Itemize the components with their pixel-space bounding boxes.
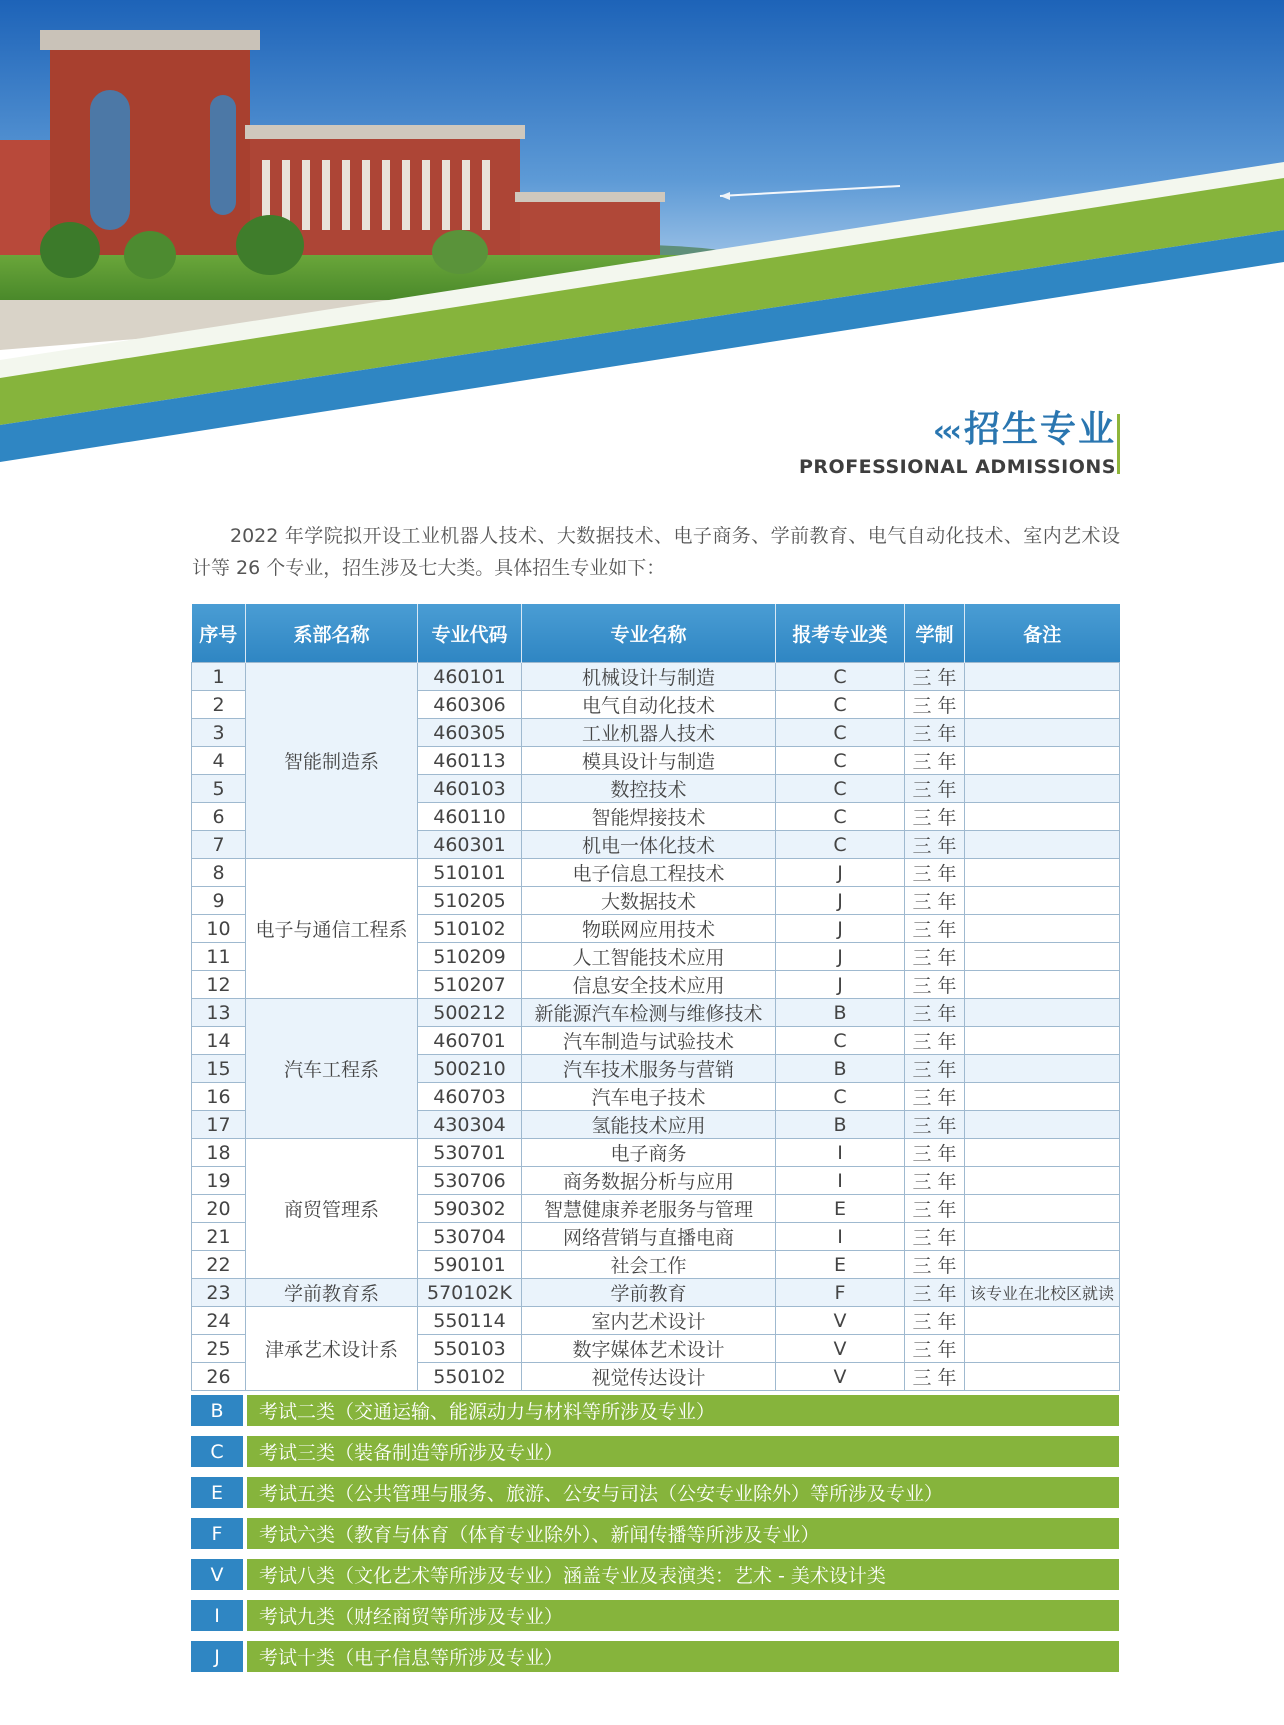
cell-code: 460101 bbox=[418, 663, 522, 691]
cell-major: 电子信息工程技术 bbox=[522, 859, 776, 887]
cell-category: C bbox=[776, 747, 905, 775]
cell-major: 信息安全技术应用 bbox=[522, 971, 776, 999]
cell-major: 模具设计与制造 bbox=[522, 747, 776, 775]
cell-no: 4 bbox=[192, 747, 246, 775]
cell-note bbox=[965, 1223, 1120, 1251]
legend-item bbox=[191, 1518, 1119, 1549]
cell-major: 机电一体化技术 bbox=[522, 831, 776, 859]
cell-major: 电气自动化技术 bbox=[522, 691, 776, 719]
cell-category: J bbox=[776, 943, 905, 971]
cell-code: 530701 bbox=[418, 1139, 522, 1167]
cell-category: C bbox=[776, 663, 905, 691]
cell-code: 550103 bbox=[418, 1335, 522, 1363]
cell-note bbox=[965, 1307, 1120, 1335]
cell-duration: 三 年 bbox=[905, 943, 965, 971]
cell-code: 460306 bbox=[418, 691, 522, 719]
legend-item bbox=[191, 1395, 1119, 1426]
cell-category: B bbox=[776, 1055, 905, 1083]
cell-code: 550114 bbox=[418, 1307, 522, 1335]
cell-note bbox=[965, 1139, 1120, 1167]
cell-note bbox=[965, 1335, 1120, 1363]
cell-note: 该专业在北校区就读 bbox=[965, 1279, 1120, 1307]
cell-major: 大数据技术 bbox=[522, 887, 776, 915]
cell-duration: 三 年 bbox=[905, 831, 965, 859]
cell-code: 530706 bbox=[418, 1167, 522, 1195]
cell-department: 汽车工程系 bbox=[246, 999, 418, 1139]
cell-no: 18 bbox=[192, 1139, 246, 1167]
legend-code: C bbox=[191, 1436, 243, 1467]
cell-code: 430304 bbox=[418, 1111, 522, 1139]
cell-code: 530704 bbox=[418, 1223, 522, 1251]
cell-no: 22 bbox=[192, 1251, 246, 1279]
section-title: 招生专业 bbox=[963, 409, 1116, 450]
table-row bbox=[192, 663, 1120, 691]
cell-major: 视觉传达设计 bbox=[522, 1363, 776, 1391]
cell-no: 23 bbox=[192, 1279, 246, 1307]
cell-note bbox=[965, 663, 1120, 691]
legend-item bbox=[191, 1436, 1119, 1467]
legend-code: J bbox=[191, 1641, 243, 1672]
header-note: 备注 bbox=[965, 604, 1120, 663]
cell-code: 460103 bbox=[418, 775, 522, 803]
cell-note bbox=[965, 1363, 1120, 1391]
table-row bbox=[192, 1139, 1120, 1167]
header-duration: 学制 bbox=[905, 604, 965, 663]
cell-category: C bbox=[776, 691, 905, 719]
cell-category: I bbox=[776, 1139, 905, 1167]
header-category: 报考专业类 bbox=[776, 604, 905, 663]
table-header-row bbox=[192, 604, 1120, 663]
cell-no: 20 bbox=[192, 1195, 246, 1223]
cell-note bbox=[965, 1027, 1120, 1055]
cell-note bbox=[965, 1111, 1120, 1139]
cell-no: 3 bbox=[192, 719, 246, 747]
cell-duration: 三 年 bbox=[905, 1111, 965, 1139]
cell-major: 工业机器人技术 bbox=[522, 719, 776, 747]
cell-note bbox=[965, 1195, 1120, 1223]
cell-category: J bbox=[776, 859, 905, 887]
header-no: 序号 bbox=[192, 604, 246, 663]
cell-category: J bbox=[776, 887, 905, 915]
cell-note bbox=[965, 691, 1120, 719]
cell-note bbox=[965, 943, 1120, 971]
cell-category: C bbox=[776, 1083, 905, 1111]
cell-major: 机械设计与制造 bbox=[522, 663, 776, 691]
cell-duration: 三 年 bbox=[905, 1251, 965, 1279]
cell-no: 14 bbox=[192, 1027, 246, 1055]
cell-no: 25 bbox=[192, 1335, 246, 1363]
cell-note bbox=[965, 887, 1120, 915]
cell-no: 9 bbox=[192, 887, 246, 915]
cell-category: C bbox=[776, 719, 905, 747]
cell-code: 550102 bbox=[418, 1363, 522, 1391]
legend-text: 考试八类（文化艺术等所涉及专业）涵盖专业及表演类：艺术 - 美术设计类 bbox=[247, 1559, 1119, 1590]
cell-major: 商务数据分析与应用 bbox=[522, 1167, 776, 1195]
cell-category: V bbox=[776, 1307, 905, 1335]
cell-major: 室内艺术设计 bbox=[522, 1307, 776, 1335]
cell-note bbox=[965, 747, 1120, 775]
cell-duration: 三 年 bbox=[905, 1279, 965, 1307]
cell-duration: 三 年 bbox=[905, 1139, 965, 1167]
cell-code: 590302 bbox=[418, 1195, 522, 1223]
cell-duration: 三 年 bbox=[905, 1363, 965, 1391]
cell-category: I bbox=[776, 1223, 905, 1251]
header-department: 系部名称 bbox=[246, 604, 418, 663]
cell-code: 460703 bbox=[418, 1083, 522, 1111]
cell-code: 510102 bbox=[418, 915, 522, 943]
cell-duration: 三 年 bbox=[905, 1223, 965, 1251]
cell-code: 510101 bbox=[418, 859, 522, 887]
cell-note bbox=[965, 775, 1120, 803]
legend-item bbox=[191, 1600, 1119, 1631]
header-banner bbox=[0, 0, 1284, 470]
cell-category: J bbox=[776, 971, 905, 999]
cell-department: 智能制造系 bbox=[246, 663, 418, 859]
intro-paragraph: 2022 年学院拟开设工业机器人技术、大数据技术、电子商务、学前教育、电气自动化技术、室内艺术设计等 26 个专业，招生涉及七大类。具体招生专业如下： bbox=[192, 525, 1120, 579]
legend-text: 考试二类（交通运输、能源动力与材料等所涉及专业） bbox=[247, 1395, 1119, 1426]
cell-duration: 三 年 bbox=[905, 1055, 965, 1083]
cell-code: 510207 bbox=[418, 971, 522, 999]
cell-duration: 三 年 bbox=[905, 859, 965, 887]
cell-no: 6 bbox=[192, 803, 246, 831]
cell-category: B bbox=[776, 999, 905, 1027]
cell-code: 500210 bbox=[418, 1055, 522, 1083]
legend-code: E bbox=[191, 1477, 243, 1508]
cell-note bbox=[965, 1083, 1120, 1111]
cell-no: 11 bbox=[192, 943, 246, 971]
cell-note bbox=[965, 915, 1120, 943]
section-heading bbox=[799, 408, 1116, 478]
cell-duration: 三 年 bbox=[905, 1335, 965, 1363]
cell-duration: 三 年 bbox=[905, 691, 965, 719]
cell-duration: 三 年 bbox=[905, 1027, 965, 1055]
cell-duration: 三 年 bbox=[905, 803, 965, 831]
cell-note bbox=[965, 719, 1120, 747]
cell-no: 1 bbox=[192, 663, 246, 691]
cell-no: 8 bbox=[192, 859, 246, 887]
header-code: 专业代码 bbox=[418, 604, 522, 663]
cell-code: 510205 bbox=[418, 887, 522, 915]
cell-duration: 三 年 bbox=[905, 887, 965, 915]
cell-major: 氢能技术应用 bbox=[522, 1111, 776, 1139]
category-legend bbox=[191, 1395, 1119, 1682]
cell-note bbox=[965, 803, 1120, 831]
cell-code: 590101 bbox=[418, 1251, 522, 1279]
cell-category: I bbox=[776, 1167, 905, 1195]
cell-code: 460301 bbox=[418, 831, 522, 859]
legend-item bbox=[191, 1477, 1119, 1508]
cell-major: 汽车制造与试验技术 bbox=[522, 1027, 776, 1055]
legend-text: 考试九类（财经商贸等所涉及专业） bbox=[247, 1600, 1119, 1631]
campus-photo-illustration bbox=[0, 0, 1284, 470]
cell-no: 15 bbox=[192, 1055, 246, 1083]
cell-no: 26 bbox=[192, 1363, 246, 1391]
legend-code: B bbox=[191, 1395, 243, 1426]
cell-no: 19 bbox=[192, 1167, 246, 1195]
cell-major: 新能源汽车检测与维修技术 bbox=[522, 999, 776, 1027]
cell-major: 网络营销与直播电商 bbox=[522, 1223, 776, 1251]
table-row bbox=[192, 999, 1120, 1027]
cell-code: 460305 bbox=[418, 719, 522, 747]
legend-text: 考试三类（装备制造等所涉及专业） bbox=[247, 1436, 1119, 1467]
table-body bbox=[192, 663, 1120, 1391]
cell-no: 21 bbox=[192, 1223, 246, 1251]
cell-duration: 三 年 bbox=[905, 1307, 965, 1335]
cell-note bbox=[965, 971, 1120, 999]
cell-duration: 三 年 bbox=[905, 999, 965, 1027]
legend-item bbox=[191, 1641, 1119, 1672]
legend-text: 考试六类（教育与体育（体育专业除外）、新闻传播等所涉及专业） bbox=[247, 1518, 1119, 1549]
header-major: 专业名称 bbox=[522, 604, 776, 663]
cell-category: C bbox=[776, 775, 905, 803]
legend-text: 考试五类（公共管理与服务、旅游、公安与司法（公安专业除外）等所涉及专业） bbox=[247, 1477, 1119, 1508]
cell-major: 电子商务 bbox=[522, 1139, 776, 1167]
cell-code: 460113 bbox=[418, 747, 522, 775]
cell-note bbox=[965, 859, 1120, 887]
cell-duration: 三 年 bbox=[905, 775, 965, 803]
cell-duration: 三 年 bbox=[905, 971, 965, 999]
cell-no: 5 bbox=[192, 775, 246, 803]
cell-department: 商贸管理系 bbox=[246, 1139, 418, 1279]
cell-no: 7 bbox=[192, 831, 246, 859]
cell-no: 17 bbox=[192, 1111, 246, 1139]
legend-code: I bbox=[191, 1600, 243, 1631]
cell-category: C bbox=[776, 1027, 905, 1055]
cell-note bbox=[965, 1251, 1120, 1279]
cell-note bbox=[965, 831, 1120, 859]
cell-duration: 三 年 bbox=[905, 663, 965, 691]
admissions-table bbox=[191, 604, 1119, 1391]
cell-category: C bbox=[776, 803, 905, 831]
legend-code: F bbox=[191, 1518, 243, 1549]
cell-no: 24 bbox=[192, 1307, 246, 1335]
cell-major: 智能焊接技术 bbox=[522, 803, 776, 831]
cell-duration: 三 年 bbox=[905, 915, 965, 943]
cell-no: 10 bbox=[192, 915, 246, 943]
cell-major: 汽车电子技术 bbox=[522, 1083, 776, 1111]
cell-duration: 三 年 bbox=[905, 1167, 965, 1195]
section-accent-bar bbox=[1117, 414, 1120, 474]
chevron-left-triple-icon: ‹‹‹ bbox=[932, 414, 958, 449]
cell-category: V bbox=[776, 1363, 905, 1391]
cell-category: V bbox=[776, 1335, 905, 1363]
cell-no: 12 bbox=[192, 971, 246, 999]
cell-duration: 三 年 bbox=[905, 1195, 965, 1223]
cell-code: 570102K bbox=[418, 1279, 522, 1307]
cell-department: 电子与通信工程系 bbox=[246, 859, 418, 999]
section-subtitle: PROFESSIONAL ADMISSIONS bbox=[798, 456, 1116, 478]
cell-duration: 三 年 bbox=[905, 1083, 965, 1111]
cell-major: 社会工作 bbox=[522, 1251, 776, 1279]
cell-category: C bbox=[776, 831, 905, 859]
cell-category: J bbox=[776, 915, 905, 943]
cell-code: 460701 bbox=[418, 1027, 522, 1055]
cell-major: 汽车技术服务与营销 bbox=[522, 1055, 776, 1083]
cell-duration: 三 年 bbox=[905, 719, 965, 747]
cell-code: 500212 bbox=[418, 999, 522, 1027]
cell-note bbox=[965, 1055, 1120, 1083]
table-row bbox=[192, 1279, 1120, 1307]
cell-category: E bbox=[776, 1251, 905, 1279]
legend-code: V bbox=[191, 1559, 243, 1590]
legend-item bbox=[191, 1559, 1119, 1590]
cell-no: 13 bbox=[192, 999, 246, 1027]
cell-major: 学前教育 bbox=[522, 1279, 776, 1307]
cell-major: 数字媒体艺术设计 bbox=[522, 1335, 776, 1363]
cell-no: 2 bbox=[192, 691, 246, 719]
cell-category: F bbox=[776, 1279, 905, 1307]
legend-text: 考试十类（电子信息等所涉及专业） bbox=[247, 1641, 1119, 1672]
cell-category: B bbox=[776, 1111, 905, 1139]
table-row bbox=[192, 1307, 1120, 1335]
cell-note bbox=[965, 999, 1120, 1027]
table-row bbox=[192, 859, 1120, 887]
cell-major: 数控技术 bbox=[522, 775, 776, 803]
cell-code: 510209 bbox=[418, 943, 522, 971]
cell-note bbox=[965, 1167, 1120, 1195]
cell-no: 16 bbox=[192, 1083, 246, 1111]
cell-major: 智慧健康养老服务与管理 bbox=[522, 1195, 776, 1223]
cell-major: 物联网应用技术 bbox=[522, 915, 776, 943]
cell-code: 460110 bbox=[418, 803, 522, 831]
cell-duration: 三 年 bbox=[905, 747, 965, 775]
cell-department: 津承艺术设计系 bbox=[246, 1307, 418, 1391]
cell-category: E bbox=[776, 1195, 905, 1223]
cell-major: 人工智能技术应用 bbox=[522, 943, 776, 971]
cell-department: 学前教育系 bbox=[246, 1279, 418, 1307]
